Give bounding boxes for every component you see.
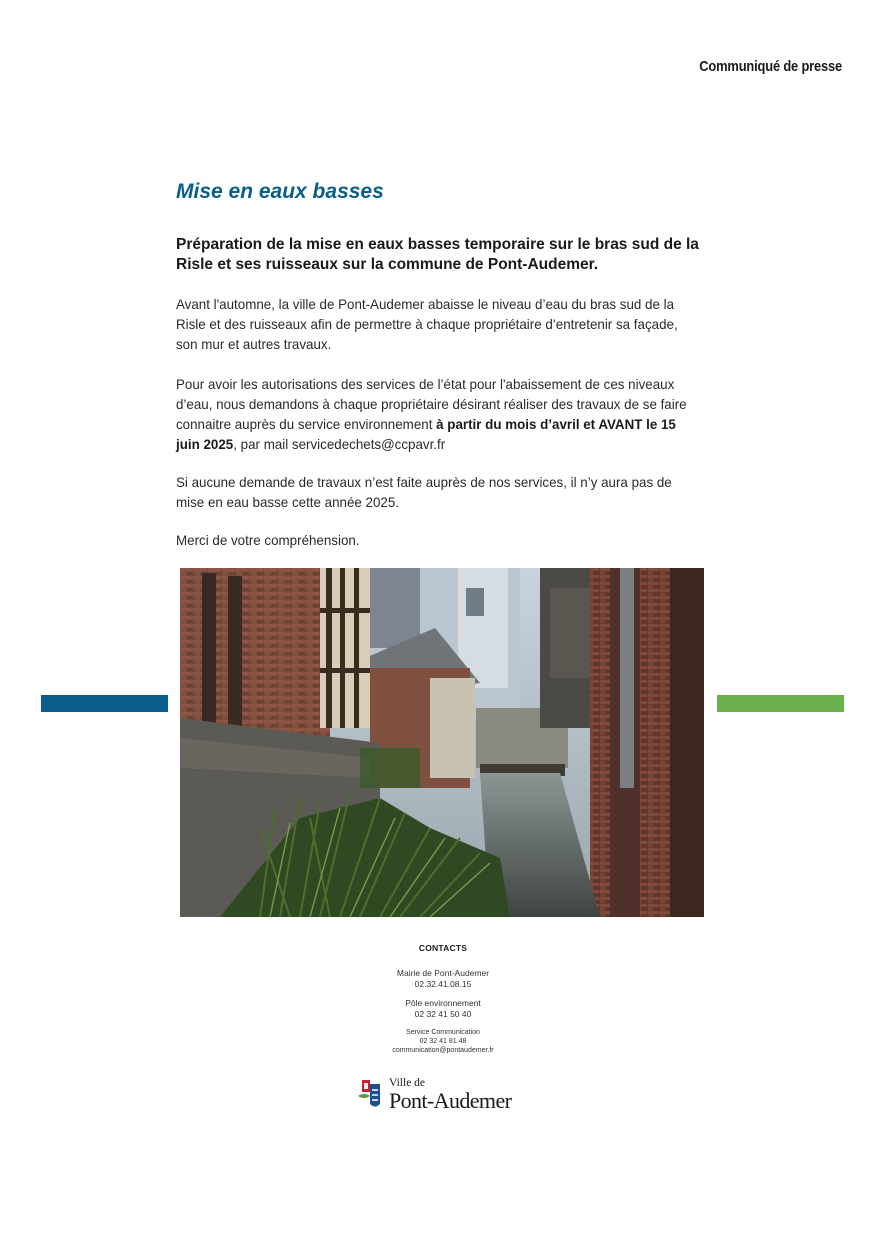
blue-decorative-bar [41, 695, 168, 712]
paragraph-authorization [176, 374, 692, 454]
contacts-heading: CONTACTS [418, 943, 468, 953]
contact-mairie [0, 968, 886, 989]
contact-communication-phone: 02 32 41 81.48 [419, 1038, 467, 1045]
contact-communication [0, 1028, 886, 1055]
paragraph-authorization-start: Pour avoir les autorisations des services de l’état pour l'abaissement de ces niveaux d’eau, nous demandons à chaque propriétaire désirant réaliser des travaux de se faire connaitre auprès du service environnement [176, 376, 687, 432]
logo-ville-text: Ville de [389, 1077, 426, 1089]
contact-pole-phone: 02 32 41 50 40 [414, 1008, 472, 1019]
contact-mairie-phone: 02.32.41.08.15 [414, 978, 472, 989]
article-title: Mise en eaux basses [176, 180, 384, 203]
contact-pole [0, 998, 886, 1019]
green-decorative-bar [717, 695, 844, 712]
paragraph-intro: Avant l'automne, la ville de Pont-Audemer abaisse le niveau d’eau du bras sud de la Risle et des ruisseaux afin de permettre à chaque propriétaire d’entretenir sa façade, son mur et autres travaux. [176, 296, 678, 352]
paragraph-authorization-end: , par mail servicedechets@ccpavr.fr [233, 436, 446, 452]
deadline-text: à partir du mois d’avril et AVANT le 15 juin 2025 [176, 416, 676, 452]
contact-communication-name: Service Communication [406, 1029, 480, 1036]
article-lead: Préparation de la mise en eaux basses temporaire sur le bras sud de la Risle et ses ruisseaux sur la commune de Pont-Audemer. [176, 236, 699, 273]
press-release-label: Communiqué de presse [699, 58, 842, 75]
paragraph-thanks: Merci de votre compréhension. [176, 532, 360, 548]
canal-photo [180, 568, 704, 917]
contact-communication-email[interactable]: communication@pontaudemer.fr [392, 1047, 494, 1054]
paragraph-no-request: Si aucune demande de travaux n’est faite auprès de nos services, il n’y aura pas de mise en eau basse cette année 2025. [176, 474, 672, 510]
logo-city-name: Pont-Audemer [389, 1088, 512, 1113]
contact-mairie-name: Mairie de Pont-Audemer [396, 968, 490, 978]
city-logo [358, 1077, 528, 1113]
contacts-block [0, 943, 886, 1064]
contact-pole-name: Pôle environnement [405, 998, 481, 1008]
city-crest-icon [358, 1078, 386, 1110]
